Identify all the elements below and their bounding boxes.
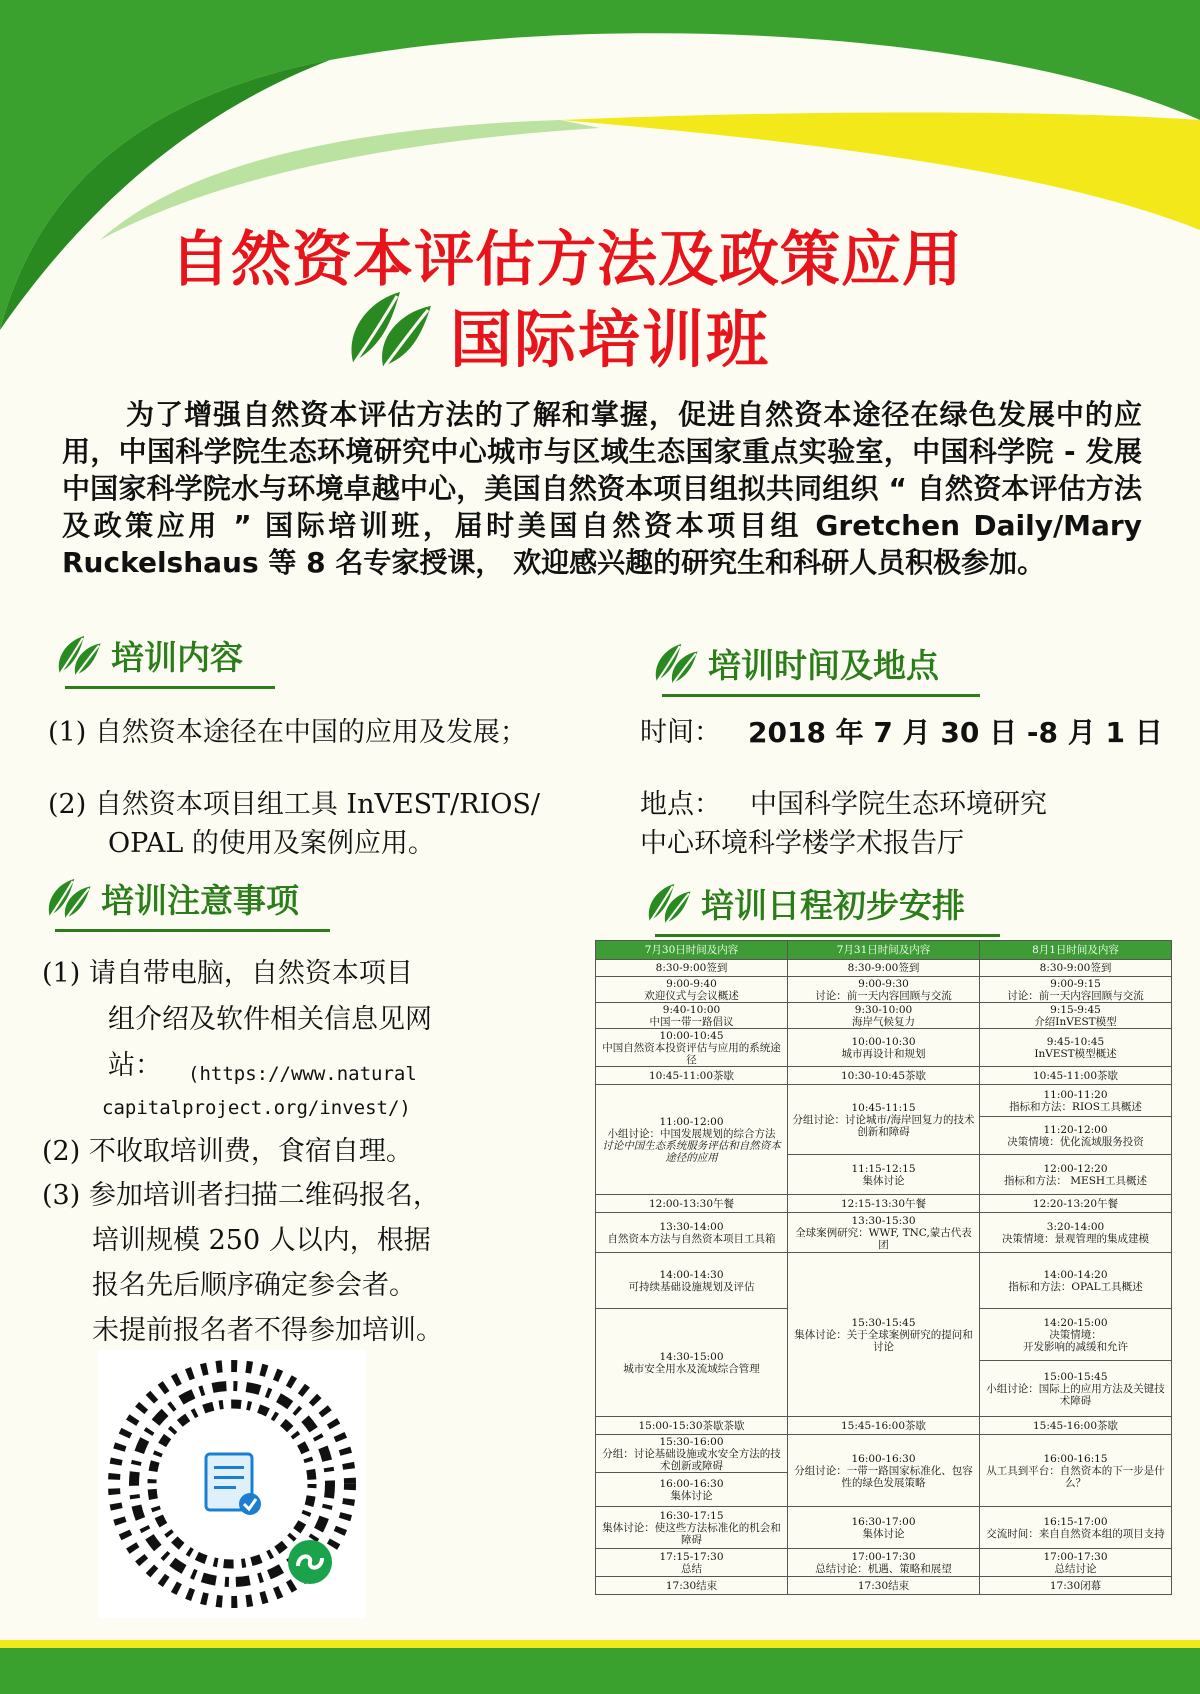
cell-text: 可持续基础设施规划及评估 bbox=[628, 1280, 755, 1293]
cell-text: 城市再设计和规划 bbox=[841, 1047, 926, 1060]
cell-text: 小组讨论：国际上的应用方法及关键技术障碍 bbox=[986, 1382, 1165, 1407]
table-cell bbox=[596, 1213, 788, 1253]
table-cell: 17:30结束 bbox=[788, 1577, 980, 1595]
cell-text: 欢迎仪式与会议概述 bbox=[644, 989, 739, 1002]
document-icon bbox=[206, 1454, 261, 1515]
cell-text: 指标和方法：OPAL工具概述 bbox=[1008, 1280, 1143, 1293]
cell-time: 13:30-14:00 bbox=[659, 1220, 724, 1233]
section-label: 培训日程初步安排 bbox=[701, 886, 965, 925]
note-3-line-4: 未提前报名者不得参加培训。 bbox=[92, 1315, 443, 1346]
cell-text: 中国一带一路倡议 bbox=[649, 1015, 734, 1028]
table-cell bbox=[596, 1309, 788, 1417]
table-cell bbox=[596, 1549, 788, 1577]
note-1-url-2[interactable]: capitalproject.org/invest/) bbox=[102, 1097, 411, 1119]
cell-time: 13:30-15:30 bbox=[851, 1214, 916, 1227]
cell-time: 9:00-9:15 bbox=[1050, 977, 1101, 990]
cell-time: 11:00-11:20 bbox=[1043, 1088, 1108, 1101]
section-label: 培训时间及地点 bbox=[708, 646, 939, 685]
cell-text: 开发影响的减缓和允许 bbox=[1023, 1340, 1128, 1353]
content-item-2-line-1: (2) 自然资本项目组工具 InVEST/RIOS/ bbox=[48, 789, 540, 820]
cell-time: 14:00-14:30 bbox=[659, 1268, 724, 1281]
section-heading-content bbox=[55, 632, 243, 679]
cell-text: 集体讨论 bbox=[670, 1489, 713, 1502]
table-cell bbox=[788, 1029, 980, 1067]
table-cell: 10:45-11:00茶歇 bbox=[980, 1067, 1172, 1085]
table-cell bbox=[596, 1473, 788, 1507]
table-cell bbox=[980, 1085, 1172, 1117]
cell-text: 讨论：前一天内容回顾与交流 bbox=[1007, 989, 1144, 1002]
place-line-2: 中心环境科学楼学术报告厅 bbox=[640, 828, 964, 859]
table-cell bbox=[980, 1003, 1172, 1029]
table-cell bbox=[788, 1435, 980, 1507]
table-cell bbox=[980, 1213, 1172, 1253]
table-cell: 15:00-15:30茶歇茶歇 bbox=[596, 1417, 788, 1435]
cell-text: InVEST模型概述 bbox=[1034, 1047, 1117, 1060]
intro-paragraph: 为了增强自然资本评估方法的了解和掌握，促进自然资本途径在绿色发展中的应用，中国科学院生态环境研究中心城市与区域生态国家重点实验室，中国科学院 - 发展中国家科学院水与环境卓越中心，美国自然资本项目组拟共同组织 “ 自然资本评估方法及政策应用 ” 国际培训班，届时美国自然资本项目组 Gretchen Daily/Mary Ruckelshaus 等 8 名专家授课， 欢迎感兴趣的研究生和科研人员积极参加。 bbox=[62, 398, 1142, 579]
cell-text: 分组讨论：讨论城市/海岸回复力的技术创新和障碍 bbox=[792, 1113, 975, 1138]
table-cell bbox=[788, 1549, 980, 1577]
table-row bbox=[596, 1417, 1172, 1435]
table-cell bbox=[788, 1253, 980, 1417]
cell-text: 总结讨论：机遇、策略和展望 bbox=[815, 1562, 952, 1575]
table-row bbox=[596, 1067, 1172, 1085]
table-cell bbox=[596, 1003, 788, 1029]
table-cell bbox=[788, 1085, 980, 1155]
table-cell bbox=[980, 1435, 1172, 1507]
cell-time: 16:30-17:00 bbox=[851, 1515, 916, 1528]
note-2: (2) 不收取培训费，食宿自理。 bbox=[42, 1136, 413, 1167]
table-cell bbox=[596, 1253, 788, 1309]
cell-text: 指标和方法：RIOS工具概述 bbox=[1009, 1100, 1142, 1113]
cell-time: 17:15-17:30 bbox=[659, 1550, 724, 1563]
cell-text: 决策情境：景观管理的集成建模 bbox=[1002, 1232, 1149, 1245]
table-cell bbox=[788, 1213, 980, 1253]
mini-program-icon bbox=[288, 1540, 332, 1584]
cell-time: 17:00-17:30 bbox=[1043, 1550, 1108, 1563]
cell-time: 10:00-10:45 bbox=[659, 1029, 724, 1042]
section-label: 培训内容 bbox=[111, 638, 243, 677]
cell-time: 10:00-10:30 bbox=[851, 1035, 916, 1048]
table-row bbox=[596, 1577, 1172, 1595]
table-cell: 8:30-9:00签到 bbox=[596, 960, 788, 977]
cell-text: 集体讨论 bbox=[862, 1174, 905, 1187]
table-row bbox=[596, 1195, 1172, 1213]
table-header-cell: 7月30日时间及内容 bbox=[596, 941, 788, 960]
schedule-table bbox=[595, 940, 1172, 1595]
place-label: 地点： bbox=[640, 789, 721, 820]
cell-time: 11:00-12:00 bbox=[659, 1115, 724, 1128]
time-value: 2018 年 7 月 30 日 -8 月 1 日 bbox=[748, 716, 1163, 749]
table-row bbox=[596, 1003, 1172, 1029]
section-heading-time-place bbox=[652, 640, 939, 687]
cell-time: 16:30-17:15 bbox=[659, 1509, 724, 1522]
table-cell bbox=[788, 1507, 980, 1549]
leaf-icon bbox=[45, 878, 93, 920]
cell-time: 10:45-11:15 bbox=[851, 1101, 916, 1114]
cell-time: 16:00-16:30 bbox=[659, 1477, 724, 1490]
cell-time: 17:00-17:30 bbox=[851, 1550, 916, 1563]
table-cell bbox=[980, 1309, 1172, 1361]
note-3-line-2: 培训规模 250 人以内，根据 bbox=[92, 1225, 431, 1256]
section-underline bbox=[655, 934, 1000, 937]
cell-text: 决策情境： bbox=[1049, 1328, 1102, 1341]
note-1-line-3: 站： bbox=[108, 1050, 162, 1081]
table-cell: 17:30结束 bbox=[596, 1577, 788, 1595]
cell-time: 9:15-9:45 bbox=[1050, 1003, 1101, 1016]
table-row bbox=[596, 960, 1172, 977]
title-line-2: 国际培训班 bbox=[450, 303, 771, 376]
table-cell: 8:30-9:00签到 bbox=[980, 960, 1172, 977]
bottom-band-decoration bbox=[0, 1640, 1200, 1694]
registration-qr-code[interactable] bbox=[98, 1350, 366, 1618]
table-row bbox=[596, 1213, 1172, 1253]
note-1-line-1: (1) 请自带电脑，自然资本项目 bbox=[42, 958, 413, 989]
title-line-1: 自然资本评估方法及政策应用 bbox=[170, 225, 963, 295]
cell-text: 分组：讨论基础设施或水安全方法的技术创新或障碍 bbox=[602, 1447, 781, 1472]
leaf-icon bbox=[652, 643, 700, 685]
cell-text: 决策情境：优化流域服务投资 bbox=[1007, 1135, 1144, 1148]
table-cell: 12:20-13:20午餐 bbox=[980, 1195, 1172, 1213]
table-cell bbox=[788, 977, 980, 1003]
note-1-line-2: 组介绍及软件相关信息见网 bbox=[108, 1004, 432, 1035]
table-cell: 12:15-13:30午餐 bbox=[788, 1195, 980, 1213]
cell-time: 11:15-12:15 bbox=[851, 1162, 916, 1175]
cell-text: 集体讨论：使这些方法标准化的机会和障碍 bbox=[602, 1521, 781, 1546]
cell-time: 14:20-15:00 bbox=[1043, 1316, 1108, 1329]
time-label: 时间： bbox=[640, 717, 721, 748]
cell-text: 从工具到平台：自然资本的下一步是什么？ bbox=[986, 1464, 1165, 1489]
cell-text: 介绍InVEST模型 bbox=[1034, 1015, 1117, 1028]
section-underline bbox=[662, 694, 980, 697]
table-row bbox=[596, 1507, 1172, 1549]
table-row bbox=[596, 1549, 1172, 1577]
cell-text: 集体讨论 bbox=[862, 1527, 905, 1540]
cell-text: 分组讨论：一带一路国家标准化、包容性的绿色发展策略 bbox=[794, 1464, 973, 1489]
cell-time: 16:15-17:00 bbox=[1043, 1515, 1108, 1528]
cell-text: 海岸气候复力 bbox=[852, 1015, 915, 1028]
table-cell bbox=[596, 1507, 788, 1549]
table-cell bbox=[980, 1507, 1172, 1549]
cell-time: 9:00-9:40 bbox=[666, 977, 717, 990]
table-cell bbox=[980, 1155, 1172, 1195]
cell-text: 自然资本方法与自然资本项目工具箱 bbox=[607, 1232, 776, 1245]
cell-time: 15:00-15:45 bbox=[1043, 1370, 1108, 1383]
table-cell bbox=[596, 1085, 788, 1195]
table-cell bbox=[980, 977, 1172, 1003]
table-cell bbox=[980, 1029, 1172, 1067]
table-row bbox=[596, 1253, 1172, 1309]
content-item-1: (1) 自然资本途径在中国的应用及发展； bbox=[48, 717, 527, 748]
table-cell bbox=[980, 1361, 1172, 1417]
table-cell: 15:45-16:00茶歇 bbox=[980, 1417, 1172, 1435]
table-cell bbox=[980, 1253, 1172, 1309]
table-row bbox=[596, 1029, 1172, 1067]
place-line-1: 中国科学院生态环境研究 bbox=[750, 789, 1047, 820]
note-1-url-1[interactable]: (https://www.natural bbox=[188, 1063, 417, 1085]
table-cell bbox=[788, 1003, 980, 1029]
table-row bbox=[596, 977, 1172, 1003]
cell-time: 14:30-15:00 bbox=[659, 1350, 724, 1363]
cell-time: 14:00-14:20 bbox=[1043, 1268, 1108, 1281]
table-row bbox=[596, 1085, 1172, 1117]
cell-time: 15:30-15:45 bbox=[851, 1316, 916, 1329]
cell-text: 讨论中国生态系统服务评估和自然资本途径的应用 bbox=[602, 1139, 781, 1164]
cell-time: 16:00-16:15 bbox=[1043, 1452, 1108, 1465]
table-cell: 10:45-11:00茶歇 bbox=[596, 1067, 788, 1085]
cell-text: 总结讨论 bbox=[1054, 1562, 1097, 1575]
section-underline bbox=[55, 929, 330, 932]
cell-time: 16:00-16:30 bbox=[851, 1452, 916, 1465]
cell-time: 9:45-10:45 bbox=[1046, 1035, 1105, 1048]
table-cell: 12:00-13:30午餐 bbox=[596, 1195, 788, 1213]
content-item-2-line-2: OPAL 的使用及案例应用。 bbox=[108, 828, 435, 859]
table-cell bbox=[980, 1117, 1172, 1155]
cell-text: 城市安全用水及流域综合管理 bbox=[623, 1362, 760, 1375]
table-cell bbox=[980, 1549, 1172, 1577]
table-cell: 15:45-16:00茶歇 bbox=[788, 1417, 980, 1435]
table-header-cell: 7月31日时间及内容 bbox=[788, 941, 980, 960]
cell-time: 9:00-9:30 bbox=[858, 977, 909, 990]
table-row bbox=[596, 1435, 1172, 1473]
leaf-icon bbox=[645, 883, 693, 925]
leaf-logo-icon bbox=[345, 290, 435, 370]
cell-time: 9:30-10:00 bbox=[854, 1003, 913, 1016]
cell-text: 小组讨论：中国发展规划的综合方法 bbox=[607, 1127, 776, 1140]
table-cell: 17:30闭幕 bbox=[980, 1577, 1172, 1595]
cell-time: 15:30-16:00 bbox=[659, 1435, 724, 1448]
table-cell: 10:30-10:45茶歇 bbox=[788, 1067, 980, 1085]
table-cell bbox=[788, 1155, 980, 1195]
cell-time: 9:40-10:00 bbox=[662, 1003, 721, 1016]
cell-time: 3:20-14:00 bbox=[1046, 1220, 1105, 1233]
cell-time: 11:20-12:00 bbox=[1043, 1123, 1108, 1136]
leaf-icon bbox=[55, 635, 103, 677]
cell-text: 集体讨论：关于全球案例研究的提问和讨论 bbox=[794, 1328, 973, 1353]
cell-text: 中国自然资本投资评估与应用的系统途径 bbox=[602, 1041, 781, 1066]
note-3-line-3: 报名先后顺序确定参会者。 bbox=[92, 1270, 416, 1301]
table-header-row bbox=[596, 941, 1172, 960]
section-heading-notes bbox=[45, 875, 299, 922]
cell-time: 12:00-12:20 bbox=[1043, 1162, 1108, 1175]
table-cell: 8:30-9:00签到 bbox=[788, 960, 980, 977]
table-cell bbox=[596, 977, 788, 1003]
note-3-line-1: (3) 参加培训者扫描二维码报名， bbox=[42, 1180, 440, 1211]
table-header-cell: 8月1日时间及内容 bbox=[980, 941, 1172, 960]
cell-text: 全球案例研究：WWF, TNC,蒙古代表团 bbox=[795, 1226, 972, 1251]
cell-text: 交流时间：来自自然资本组的项目支持 bbox=[986, 1527, 1165, 1540]
section-heading-schedule bbox=[645, 880, 965, 927]
cell-text: 讨论：前一天内容回顾与交流 bbox=[815, 989, 952, 1002]
section-underline bbox=[65, 686, 275, 689]
cell-text: 总结 bbox=[681, 1562, 702, 1575]
table-cell bbox=[596, 1029, 788, 1067]
section-label: 培训注意事项 bbox=[101, 881, 299, 920]
table-cell bbox=[596, 1435, 788, 1473]
cell-text: 指标和方法： MESH工具概述 bbox=[1003, 1174, 1148, 1187]
